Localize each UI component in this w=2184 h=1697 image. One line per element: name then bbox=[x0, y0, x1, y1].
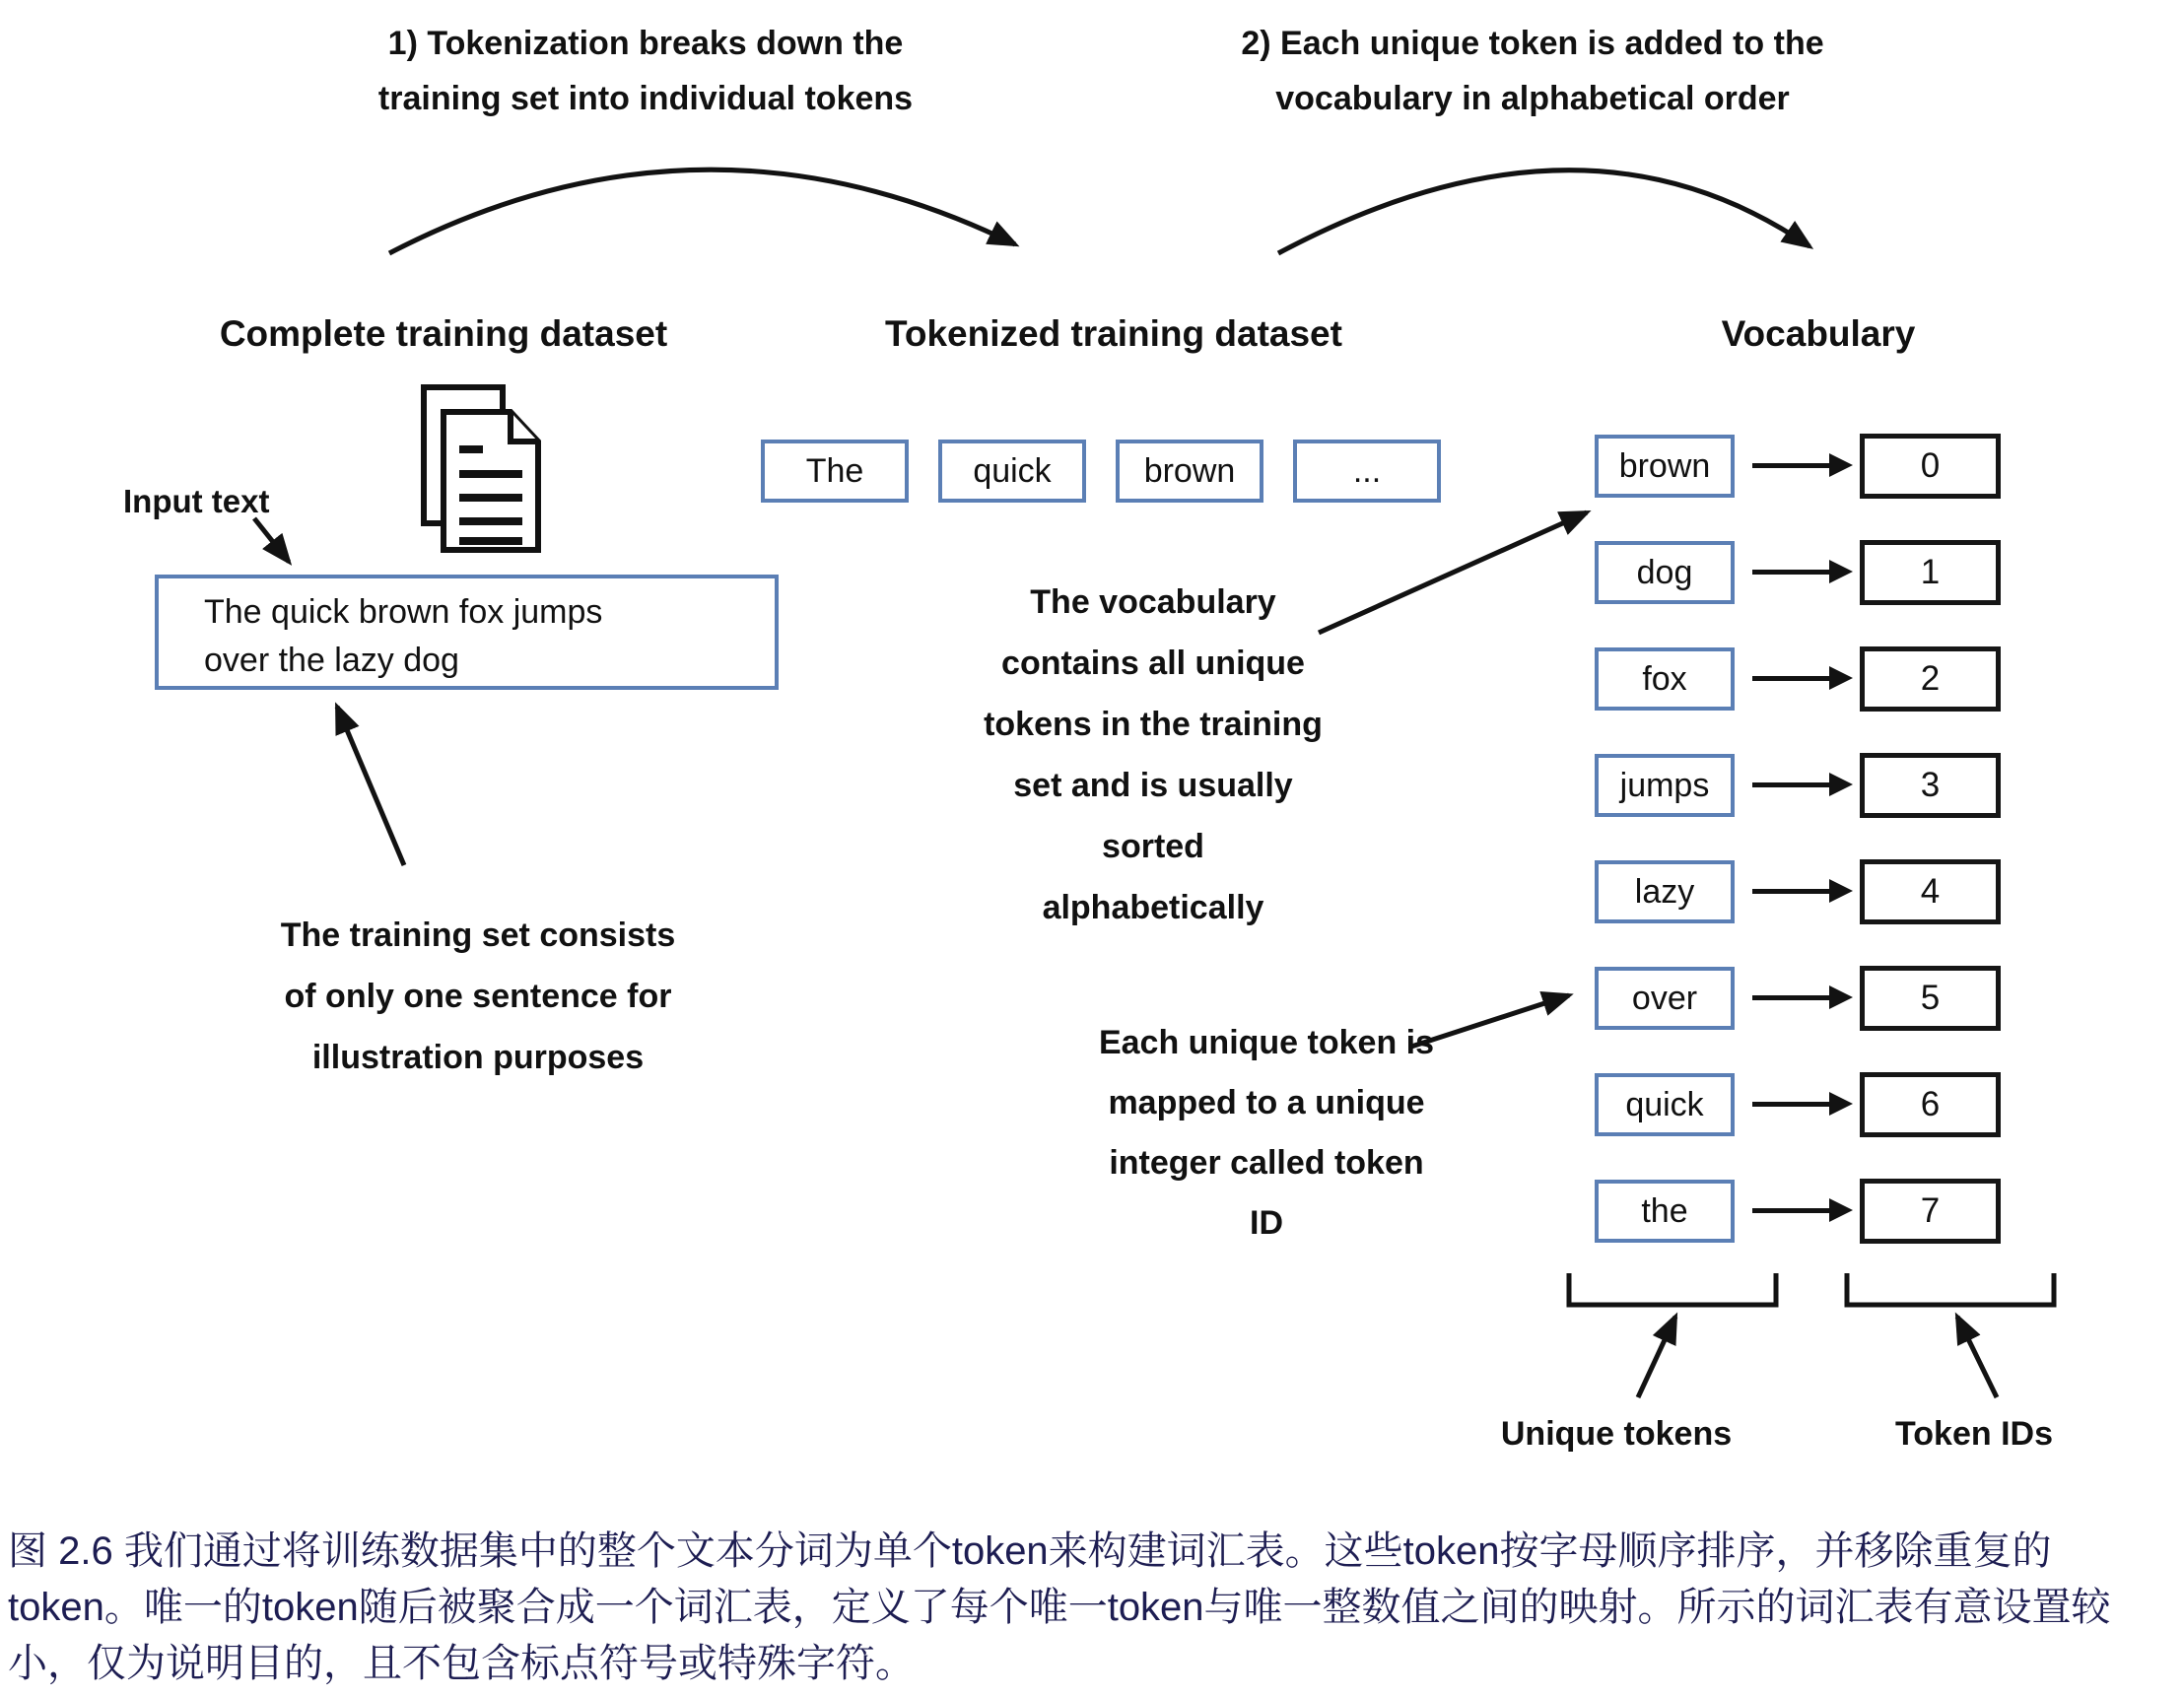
vocab-token-box: fox bbox=[1595, 647, 1735, 711]
right-arrow-icon bbox=[1752, 889, 1833, 894]
vocabulary-note-line6: alphabetically bbox=[1042, 889, 1264, 926]
token-id-note-line2: mapped to a unique bbox=[1108, 1084, 1425, 1121]
vocabulary-note-line5: sorted bbox=[1102, 828, 1204, 865]
training-set-note bbox=[241, 905, 715, 1088]
step1-line2: training set into individual tokens bbox=[377, 80, 914, 117]
training-note-pointer-arrow bbox=[337, 707, 404, 865]
document-pages-icon bbox=[414, 382, 554, 558]
curved-arrow-step2 bbox=[1278, 170, 1809, 253]
column-header-tokenized-training-dataset: Tokenized training dataset bbox=[885, 313, 1342, 354]
vocabulary-note-line3: tokens in the training bbox=[984, 706, 1323, 743]
figure-caption: 图 2.6 我们通过将训练数据集中的整个文本分词为单个token来构建词汇表。这些token按字母顺序排序，并移除重复的token。唯一的token随后被聚合成一个词汇表，定义了每个唯一token与唯一整数值之间的映射。所示的词汇表有意设置较小，仅为说明目的，且不包含标点符号或特殊字符。 bbox=[8, 1529, 2111, 1685]
vocab-token-box: quick bbox=[1595, 1073, 1735, 1136]
vocab-row-jumps bbox=[1595, 753, 2009, 818]
token-box-ellipsis: ... bbox=[1293, 440, 1441, 503]
right-arrow-icon bbox=[1752, 463, 1833, 468]
vocab-row-brown bbox=[1595, 434, 2009, 499]
vocabulary-note-line1: The vocabulary bbox=[1030, 583, 1276, 621]
right-arrow-icon bbox=[1752, 1208, 1833, 1213]
vocabulary-note-line4: set and is usually bbox=[1013, 767, 1293, 804]
training-set-note-line1: The training set consists bbox=[280, 916, 676, 954]
vocabulary-note bbox=[946, 572, 1360, 938]
token-id-note-line3: integer called token bbox=[1109, 1144, 1424, 1182]
step1-annotation bbox=[345, 16, 946, 126]
vocab-row-over bbox=[1595, 966, 2009, 1031]
input-sentence-line1: The quick brown fox jumps bbox=[204, 593, 603, 631]
step2-line2: vocabulary in alphabetical order bbox=[1275, 80, 1790, 117]
right-arrow-icon bbox=[1752, 676, 1833, 681]
step2-annotation bbox=[1207, 16, 1858, 126]
unique-tokens-bracket bbox=[1569, 1273, 1776, 1305]
vocab-row-fox bbox=[1595, 646, 2009, 712]
unique-tokens-label: Unique tokens bbox=[1500, 1415, 1733, 1453]
vocab-token-box: dog bbox=[1595, 541, 1735, 604]
vocab-id-box: 2 bbox=[1860, 646, 2001, 712]
right-arrow-icon bbox=[1752, 1102, 1833, 1107]
vocab-id-box: 7 bbox=[1860, 1179, 2001, 1244]
vocab-token-box: lazy bbox=[1595, 860, 1735, 923]
vocab-token-box: brown bbox=[1595, 435, 1735, 498]
token-box-the: The bbox=[761, 440, 909, 503]
vocab-id-box: 0 bbox=[1860, 434, 2001, 499]
token-ids-bracket bbox=[1847, 1273, 2054, 1305]
training-set-note-line3: illustration purposes bbox=[311, 1039, 645, 1076]
step1-line1: 1) Tokenization breaks down the bbox=[387, 25, 904, 62]
token-id-note-line1: Each unique token is bbox=[1098, 1024, 1435, 1061]
column-header-complete-training-dataset: Complete training dataset bbox=[219, 313, 668, 354]
vocab-token-box: the bbox=[1595, 1180, 1735, 1243]
column-header-vocabulary: Vocabulary bbox=[1721, 313, 1916, 354]
vocab-row-quick bbox=[1595, 1072, 2009, 1137]
token-id-note-line4: ID bbox=[1250, 1204, 1283, 1242]
training-set-note-line2: of only one sentence for bbox=[284, 978, 672, 1015]
token-id-note bbox=[1064, 1013, 1468, 1254]
curved-arrow-step1 bbox=[389, 170, 1015, 253]
token-box-brown: brown bbox=[1116, 440, 1263, 503]
vocab-row-lazy bbox=[1595, 859, 2009, 924]
right-arrow-icon bbox=[1752, 570, 1833, 575]
vocab-token-box: over bbox=[1595, 967, 1735, 1030]
token-ids-pointer-arrow bbox=[1957, 1317, 1997, 1397]
vocab-token-box: jumps bbox=[1595, 754, 1735, 817]
vocab-id-box: 5 bbox=[1860, 966, 2001, 1031]
vocab-id-box: 6 bbox=[1860, 1072, 2001, 1137]
right-arrow-icon bbox=[1752, 995, 1833, 1000]
vocab-id-box: 3 bbox=[1860, 753, 2001, 818]
vocab-id-box: 1 bbox=[1860, 540, 2001, 605]
step2-line1: 2) Each unique token is added to the bbox=[1241, 25, 1824, 62]
token-ids-label: Token IDs bbox=[1895, 1415, 2053, 1453]
vocab-id-box: 4 bbox=[1860, 859, 2001, 924]
input-sentence-box bbox=[155, 575, 779, 690]
input-text-pointer-arrow bbox=[254, 518, 289, 562]
right-arrow-icon bbox=[1752, 782, 1833, 787]
input-sentence-line2: over the lazy dog bbox=[204, 642, 459, 679]
input-text-label: Input text bbox=[123, 483, 270, 519]
vocab-row-the bbox=[1595, 1179, 2009, 1244]
vocab-row-dog bbox=[1595, 540, 2009, 605]
vocabulary-note-line2: contains all unique bbox=[1001, 645, 1305, 682]
token-box-quick: quick bbox=[938, 440, 1086, 503]
unique-tokens-pointer-arrow bbox=[1638, 1317, 1675, 1397]
